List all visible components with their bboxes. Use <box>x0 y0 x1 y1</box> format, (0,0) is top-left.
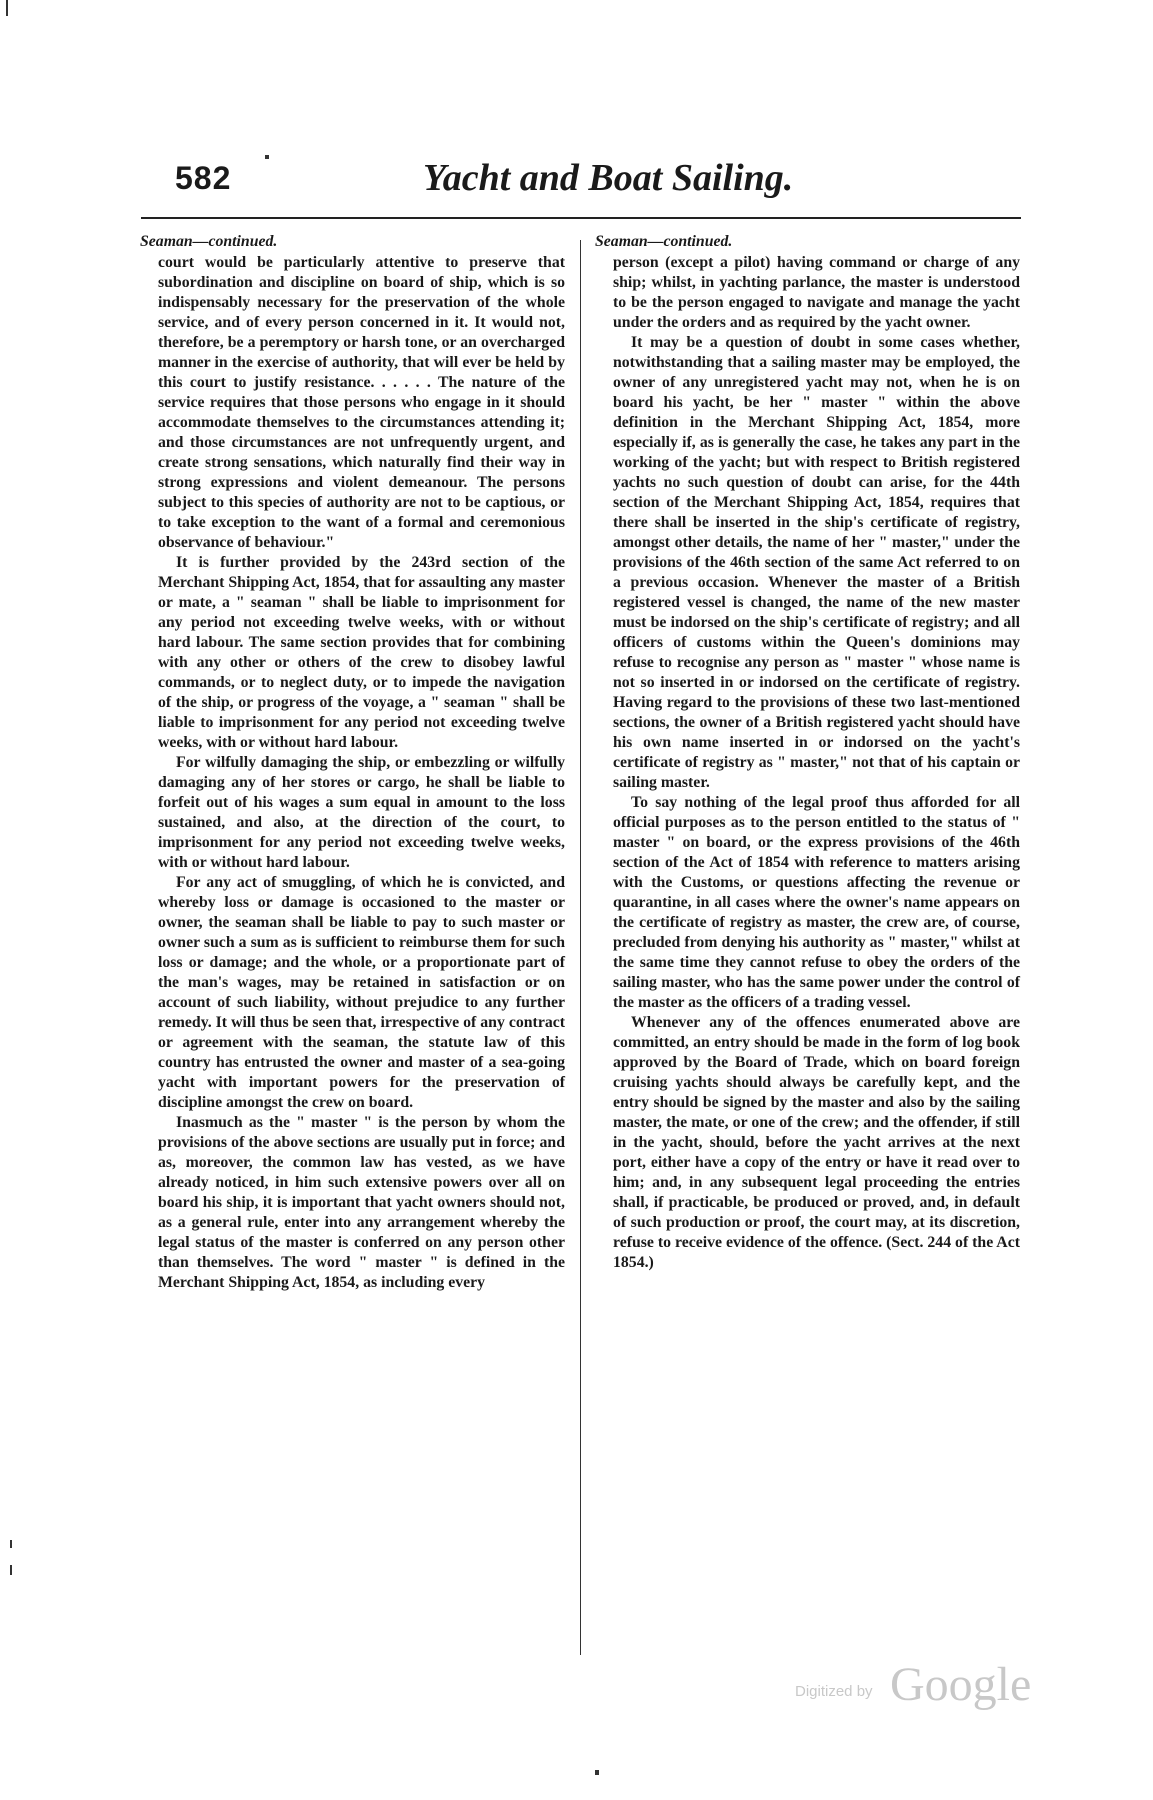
paragraph: For any act of smuggling, of which he is convicted, and whereby loss or damage is occasioned to the master or owner, the seaman shall be liable to pay to such master or owner such a sum as is sufficient to reimburse them for such loss or damage; and the whole, or a proportionate part of the man's wages, may be retained in satisfaction or on account of such liability, without prejudice to any further remedy. It will thus be seen that, irrespective of any contract or agreement with the seaman, the statute law of this country has entrusted the owner and master of a sea-going yacht with important powers for the preservation of discipline amongst the crew on board. <box>158 874 565 1111</box>
paragraph: It is further provided by the 243rd section of the Merchant Shipping Act, 1854, that for assaulting any master or mate, a " seaman " shall be liable to imprisonment for any period not exceeding twelve weeks, with or without hard labour. The same section provides that for combining with any other or others of the crew to disobey lawful commands, or to neglect duty, or to impede the navigation of the ship, or progress of the voyage, a " seaman " shall be liable to imprisonment for any period not exceeding twelve weeks, with or without hard labour. <box>158 554 565 751</box>
scan-speck <box>10 1565 12 1575</box>
scan-speck <box>265 155 269 159</box>
continued-label: Seaman—continued. <box>595 233 733 250</box>
paragraph: Inasmuch as the " master " is the person by whom the provisions of the above sections are usually put in force; and as, moreover, the common law has vested, as we have already noticed, in him such extensive powers over all on board his ship, it is important that yacht owners should not, as a general rule, enter into any arrangement whereby the legal status of the master is conferred on any person other than themselves. The word " master " is defined in the Merchant Shipping Act, 1854, as including every <box>158 1114 565 1291</box>
page-header <box>175 157 1035 220</box>
page-number: 582 <box>175 160 232 196</box>
column-divider <box>580 240 581 1655</box>
paragraph: court would be particularly attentive to preserve that subordination and discipline on board of ship, which is so indispensably necessary for the preservation of the whole service, and of every person concerned in it. It would not, therefore, be a peremptory or harsh tone, or an overcharged manner in the exercise of authority, that will ever be held by this court to justify resistance. . . . . . The nature of the service requires that those persons who engage in it should accommodate themselves to the circumstances attending it; and those circumstances are not unfrequently urgent, and create strong sensations, which naturally find their way in strong expressions and violent demeanour. The persons subject to this species of authority are not to be captious, or to take exception to the want of a formal and ceremonious observance of behaviour." <box>158 254 565 551</box>
continued-label: Seaman—continued. <box>140 233 278 250</box>
paragraph: To say nothing of the legal proof thus afforded for all official purposes as to the person entitled to the status of " master " on board, or the express provisions of the 46th section of the Act of 1854 with reference to matters arising with the Customs, or questions affecting the revenue or quarantine, in all cases where the owner's name appears on the certificate of registry as master, the crew are, of course, precluded from denying his authority as " master," whilst at the same time they cannot refuse to obey the orders of the sailing master, who has the same power under the control of the master as the officers of a trading vessel. <box>613 794 1020 1011</box>
google-logo: Google <box>890 1658 1032 1711</box>
right-column <box>595 232 1020 1273</box>
left-column <box>140 232 565 1293</box>
scan-speck <box>10 1540 12 1548</box>
paragraph: Whenever any of the offences enumerated above are committed, an entry should be made in the form of log book approved by the Board of Trade, which on board foreign cruising yachts should always be carefully kept, and the entry should be signed by the master and also by the sailing master, the mate, or one of the crew; and the offender, if still in the yacht, should, before the yacht arrives at the next port, either have a copy of the entry or have it read over to him; and, in any subsequent legal proceeding the entries shall, if practicable, be produced or proved, and, in default of such production or proof, the court may, at its discretion, refuse to receive evidence of the offence. (Sect. 244 of the Act 1854.) <box>613 1014 1020 1271</box>
paragraph: person (except a pilot) having command or charge of any ship; whilst, in yachting parlance, the master is understood to be the person engaged to navigate and manage the yacht under the orders and as required by the yacht owner. <box>613 254 1020 331</box>
watermark-prefix: Digitized by <box>795 1683 873 1700</box>
header-rule <box>141 217 1021 219</box>
paragraph: It may be a question of doubt in some cases whether, notwithstanding that a sailing master may be employed, the owner of any unregistered yacht may not, when he is on board his yacht, be her " master " within the above definition in the Merchant Shipping Act, 1854, more especially if, as is generally the case, he takes any part in the working of the yacht; but with respect to British registered yachts no such question of doubt can arise, for the 44th section of the Merchant Shipping Act, 1854, requires that there shall be inserted in the ship's certificate of registry, amongst other details, the name of her " master," under the provisions of the 46th section of the same Act referred to on a previous occasion. Whenever the master of a British registered vessel is changed, the name of the new master must be indorsed on the ship's certificate of registry; and all officers of customs within the Queen's dominions may refuse to recognise any person as " master " whose name is not so inserted in or indorsed on the certificate of registry. Having regard to the provisions of these two last-mentioned sections, the owner of a British registered yacht should have his own name inserted in or indorsed on the yacht's certificate of registry as " master," not that of his captain or sailing master. <box>613 334 1020 791</box>
paragraph: For wilfully damaging the ship, or embezzling or wilfully damaging any of her stores or cargo, he shall be liable to forfeit out of his wages a sum equal in amount to the loss sustained, and also, at the direction of the court, to imprisonment for any period not exceeding twelve weeks, with or without hard labour. <box>158 754 565 871</box>
scan-speck <box>6 0 8 16</box>
scan-speck <box>595 1770 599 1775</box>
running-title: Yacht and Boat Sailing. <box>423 157 794 199</box>
